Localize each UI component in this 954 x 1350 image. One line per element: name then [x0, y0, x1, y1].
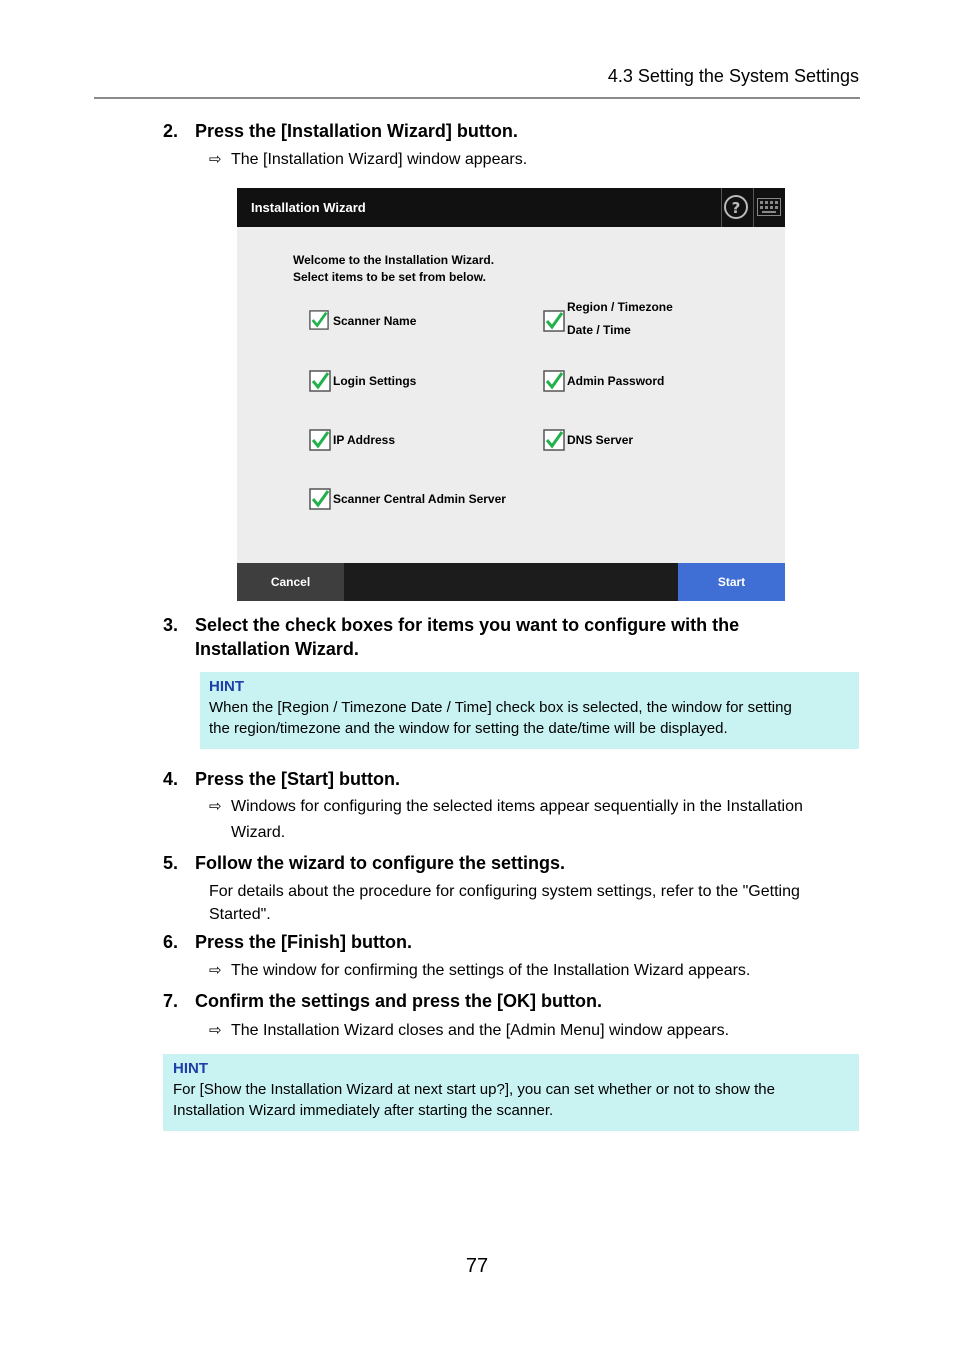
- step-text: Follow the wizard to configure the settings.: [195, 853, 566, 873]
- step-result: [209, 958, 750, 984]
- hint-box: [200, 672, 859, 749]
- checkbox-label: Region / Timezone: [567, 300, 673, 314]
- step-number: 3.: [163, 615, 179, 635]
- step-result: [209, 794, 803, 820]
- question-circle-icon: [723, 194, 749, 220]
- hint-text: When the [Region / Timezone Date / Time] check box is selected, the window for setting: [209, 699, 792, 716]
- installation-wizard-window: [237, 188, 785, 601]
- welcome-line: Welcome to the Installation Wizard.: [293, 253, 495, 267]
- hollow-right-arrow-icon: ⇨: [209, 151, 222, 168]
- checkmark-icon: [309, 310, 329, 330]
- checkbox-label: DNS Server: [567, 433, 634, 447]
- hollow-right-arrow-icon: ⇨: [209, 962, 222, 979]
- wizard-title: Installation Wizard: [251, 200, 366, 215]
- checkbox-label: Scanner Name: [333, 314, 417, 328]
- step-result-text: The [Installation Wizard] window appears.: [231, 151, 528, 168]
- checkmark-icon: [543, 429, 565, 451]
- step-result-text: Wizard.: [231, 824, 286, 841]
- checkbox-label: Login Settings: [333, 374, 417, 388]
- checkbox-label: IP Address: [333, 433, 396, 447]
- hint-text: Installation Wizard immediately after starting the scanner.: [173, 1102, 554, 1119]
- checkmark-icon: [543, 370, 565, 392]
- title-bar-separator: [753, 188, 754, 227]
- checkbox-label: Date / Time: [567, 323, 631, 337]
- help-button[interactable]: [723, 194, 749, 220]
- step-text: Press the [Start] button.: [195, 769, 401, 789]
- keyboard-button[interactable]: [757, 197, 781, 217]
- step-number: 4.: [163, 769, 179, 789]
- svg-text:?: ?: [731, 199, 741, 217]
- step-text: Press the [Finish] button.: [195, 932, 413, 952]
- wizard-button-bar: [237, 563, 785, 601]
- hint-title: HINT: [173, 1060, 208, 1077]
- step-text: Confirm the settings and press the [OK] button.: [195, 991, 603, 1011]
- step-body-text: For details about the procedure for configuring system settings, refer to the "Getting: [209, 883, 800, 900]
- hint-text: For [Show the Installation Wizard at next start up?], you can set whether or not to show the: [173, 1081, 775, 1098]
- cancel-button[interactable]: Cancel: [237, 563, 344, 601]
- checkmark-icon: [309, 488, 331, 510]
- page-number: 77: [465, 1255, 489, 1277]
- step-number: 2.: [163, 121, 179, 141]
- step-result: [209, 147, 527, 173]
- checkmark-icon: [309, 429, 331, 451]
- checkbox-label: Admin Password: [567, 374, 665, 388]
- checkmark-icon: [543, 310, 565, 332]
- hint-text: the region/timezone and the window for setting the date/time will be displayed.: [209, 720, 728, 737]
- step-text: Press the [Installation Wizard] button.: [195, 121, 518, 141]
- checkmark-icon: [309, 370, 331, 392]
- step-result: [209, 1018, 729, 1044]
- hollow-right-arrow-icon: ⇨: [209, 798, 222, 815]
- step-text: Installation Wizard.: [195, 639, 359, 659]
- wizard-title-bar: [237, 188, 785, 227]
- hollow-right-arrow-icon: ⇨: [209, 1022, 222, 1039]
- wizard-welcome-text: [293, 252, 494, 286]
- header-divider: [94, 97, 860, 99]
- start-button[interactable]: Start: [678, 563, 785, 601]
- step-result-text: The Installation Wizard closes and the [Admin Menu] window appears.: [231, 1022, 730, 1039]
- step-number: 5.: [163, 853, 179, 873]
- checkbox-label: Scanner Central Admin Server: [333, 492, 506, 506]
- hint-title: HINT: [209, 678, 244, 695]
- step-result-text: The window for confirming the settings of the Installation Wizard appears.: [231, 962, 751, 979]
- hint-box: [163, 1054, 859, 1131]
- page-header-title: 4.3 Setting the System Settings: [607, 66, 859, 86]
- title-bar-separator: [721, 188, 722, 227]
- keyboard-icon: [757, 197, 781, 217]
- step-body-text: Started".: [209, 906, 271, 923]
- welcome-line: Select items to be set from below.: [293, 270, 486, 284]
- step-text: Select the check boxes for items you want to configure with the: [195, 615, 740, 635]
- step-number: 6.: [163, 932, 179, 952]
- step-number: 7.: [163, 991, 179, 1011]
- step-result-text: Windows for configuring the selected items appear sequentially in the Installation: [231, 798, 803, 815]
